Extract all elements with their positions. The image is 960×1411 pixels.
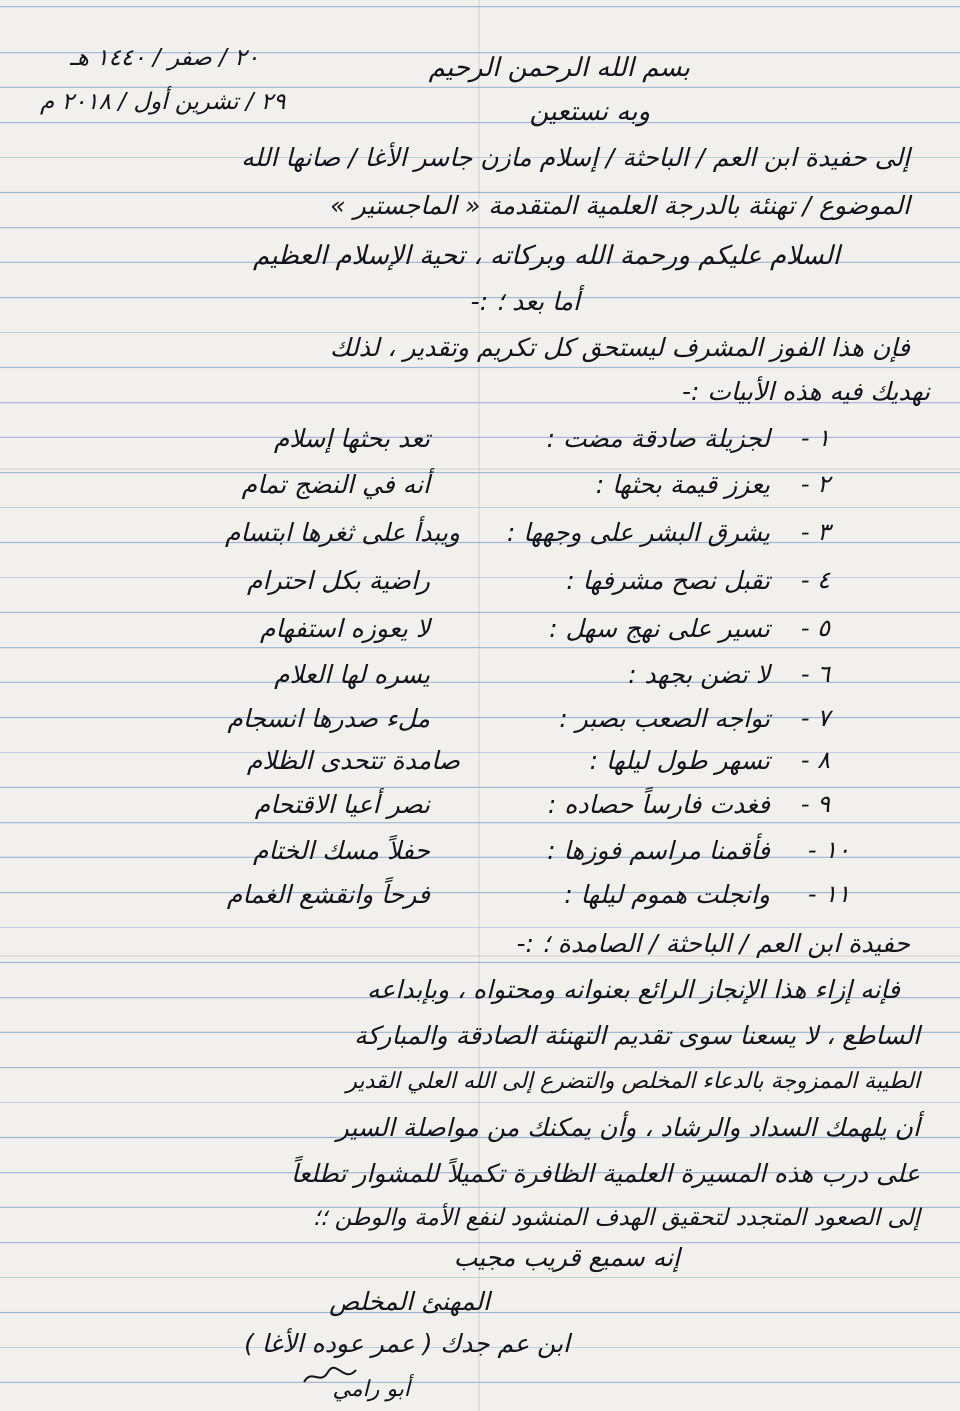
verse-number: ٤ - bbox=[800, 566, 830, 594]
verse-first-half: فغدت فارساً حصاده : bbox=[547, 790, 770, 819]
addressee-line: إلى حفيدة ابن العم / الباحثة / إسلام مازن جاسر الأغا / صانها الله bbox=[241, 143, 910, 172]
basmala: بسم الله الرحمن الرحيم bbox=[428, 53, 690, 83]
verse-second-half: حفلاً مسك الختام bbox=[252, 836, 430, 865]
handwritten-signature-mark bbox=[300, 1364, 360, 1388]
second-address: حفيدة ابن العم / الباحثة / الصامدة ؛ :- bbox=[516, 929, 910, 958]
verse-first-half: تسير على نهج سهل : bbox=[549, 614, 770, 643]
verse-first-half: تواجه الصعب بصبر : bbox=[559, 704, 770, 733]
verse-first-half: فأقمنا مراسم فوزها : bbox=[547, 836, 770, 865]
closing-line-6: إلى الصعود المتجدد لتحقيق الهدف المنشود لنفع الأمة والوطن ؛؛ bbox=[312, 1205, 920, 1231]
verse-second-half: تعد بحثها إسلام bbox=[273, 424, 430, 453]
date-hijri: ٢٠ / صفر / ١٤٤٠ هـ bbox=[70, 45, 259, 71]
verse-first-half: تسهر طول ليلها : bbox=[589, 746, 770, 775]
verse-second-half: يسره لها العلام bbox=[274, 660, 430, 689]
verse-first-half: تقبل نصح مشرفها : bbox=[566, 566, 770, 595]
signature-title: المهنئ المخلص bbox=[329, 1287, 490, 1316]
verse-first-half: يشرق البشر على وجهها : bbox=[506, 518, 770, 547]
verse-second-half: فرحاً وانقشع الغمام bbox=[226, 880, 430, 909]
verse-number: ٩ - bbox=[800, 790, 830, 818]
date-gregorian: ٢٩ / تشرين أول / ٢٠١٨ م bbox=[40, 89, 286, 115]
verse-first-half: وانجلت هموم ليلها : bbox=[564, 880, 770, 909]
closing-line-1: فإنه إزاء هذا الإنجاز الرائع بعنوانه ومحتواه ، وبإبداعه bbox=[367, 975, 900, 1004]
greeting-line: السلام عليكم ورحمة الله وبركاته ، تحية الإسلام العظيم bbox=[253, 241, 840, 271]
verse-number: ٨ - bbox=[800, 746, 830, 774]
verse-number: ٢ - bbox=[800, 470, 830, 498]
closing-line-5: على درب هذه المسيرة العلمية الظافرة تكميلاً للمشوار تطلعاً bbox=[290, 1159, 920, 1188]
verse-number: ٥ - bbox=[800, 614, 830, 642]
closing-line-2: الساطع ، لا يسعنا سوى تقديم التهنئة الصادقة والمباركة bbox=[354, 1021, 920, 1050]
verse-second-half: راضية بكل احترام bbox=[247, 566, 430, 595]
closing-line-4: أن يلهمك السداد والرشاد ، وأن يمكنك من مواصلة السير bbox=[336, 1113, 920, 1142]
verse-first-half: لجزيلة صادقة مضت : bbox=[546, 424, 770, 453]
verse-second-half: صامدة تتحدى الظلام bbox=[246, 746, 460, 775]
signature-kunya: أبو رامي bbox=[332, 1377, 410, 1402]
verse-number: ٧ - bbox=[800, 704, 830, 732]
verse-second-half: لا يعوزه استفهام bbox=[260, 614, 430, 643]
verse-first-half: لا تضن بجهد : bbox=[628, 660, 770, 689]
amma-baad: أما بعد ؛ :- bbox=[470, 287, 580, 316]
verse-first-half: يعزز قيمة بحثها : bbox=[595, 470, 770, 499]
verse-number: ٣ - bbox=[800, 518, 830, 546]
verse-number: ١٠ - bbox=[807, 836, 850, 864]
verse-number: ٦ - bbox=[800, 660, 830, 688]
verse-second-half: نصر أعيا الاقتحام bbox=[254, 790, 430, 819]
verse-second-half: ملء صدرها انسجام bbox=[227, 704, 430, 733]
prayer-line: إنه سميع قريب مجيب bbox=[453, 1243, 680, 1272]
verse-second-half: أنه في النضج تمام bbox=[241, 470, 430, 499]
signature-name: ابن عم جدك ( عمر عوده الأغا ) bbox=[244, 1329, 570, 1358]
intro-line-1: فإن هذا الفوز المشرف ليستحق كل تكريم وتقدير ، لذلك bbox=[330, 333, 910, 362]
closing-line-3: الطيبة الممزوجة بالدعاء المخلص والتضرع إلى الله العلي القدير bbox=[346, 1069, 920, 1094]
subline: وبه نستعين bbox=[529, 97, 650, 127]
subject-line: الموضوع / تهنئة بالدرجة العلمية المتقدمة « الماجستير » bbox=[330, 191, 910, 220]
verse-second-half: ويبدأ على ثغرها ابتسام bbox=[225, 518, 460, 547]
verse-number: ١ - bbox=[800, 424, 830, 452]
intro-line-2: نهديك فيه هذه الأبيات :- bbox=[681, 377, 930, 406]
verse-number: ١١ - bbox=[807, 880, 850, 908]
